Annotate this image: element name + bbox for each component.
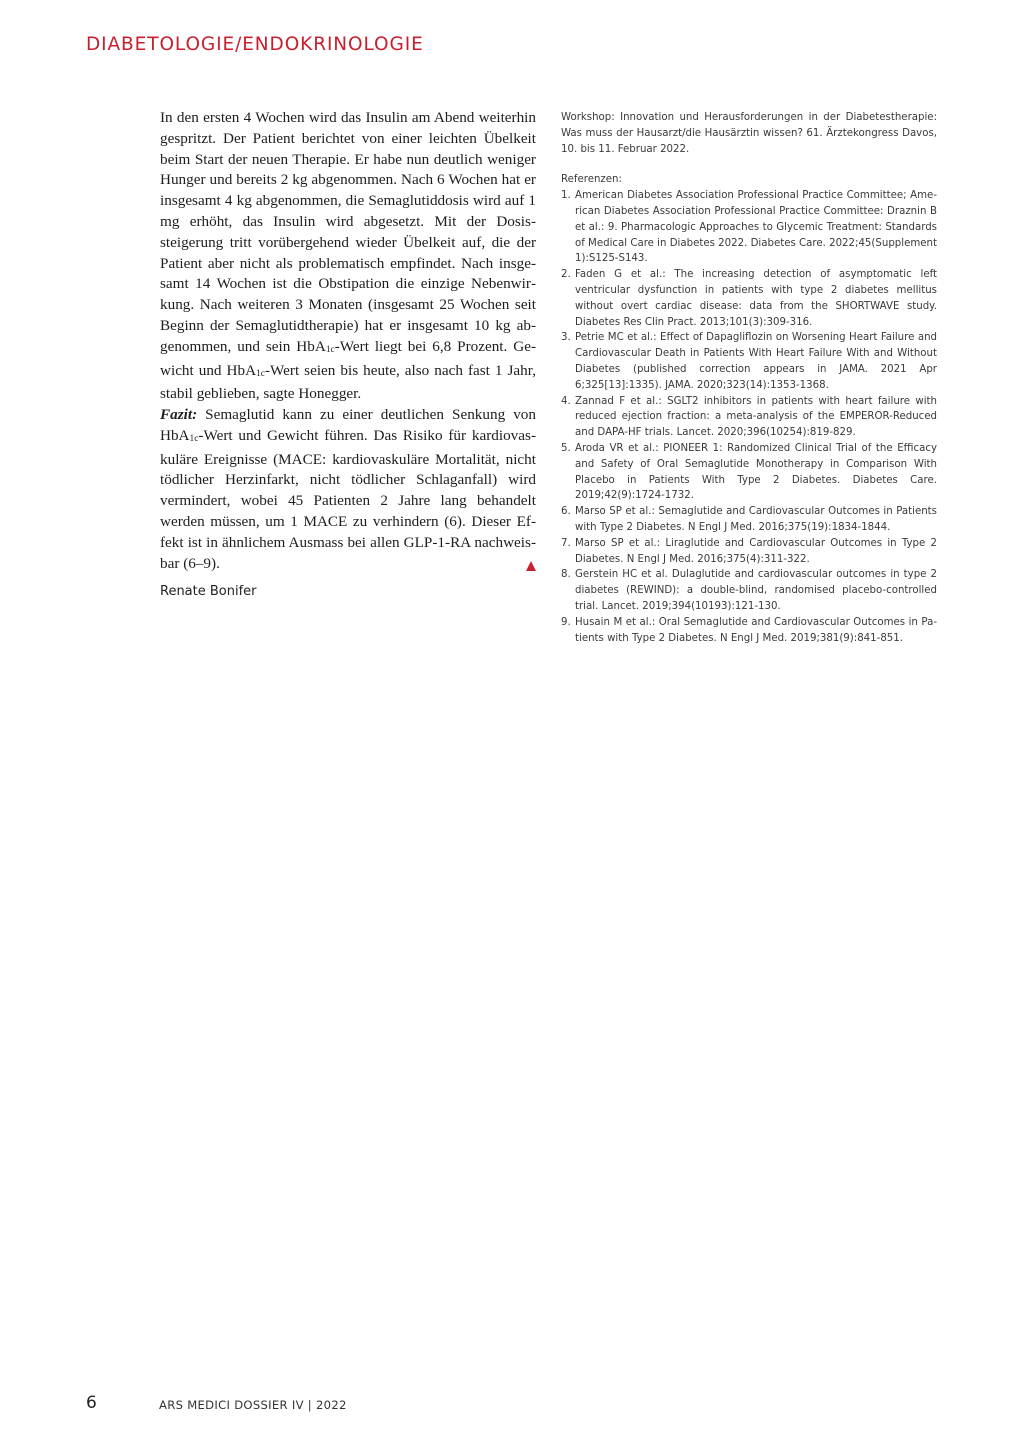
page-number: 6: [86, 1393, 97, 1413]
reference-text: Marso SP et al.: Liraglutide and Cardiovascular Outcomes in Type 2 Diabetes. N Engl J Med. 2016;375(4):311-322.: [575, 537, 937, 565]
reference-item: [561, 267, 937, 330]
article-body: [160, 108, 536, 574]
reference-item: [561, 615, 937, 647]
conclusion-label: Fazit:: [160, 406, 198, 424]
paragraph-text: In den ersten 4 Wochen wird das Insulin am Abend weiterhin gespritzt. Der Patient berichtet von einer leichten Übelkeit beim Start der neuen Therapie. Er habe nun deutlich weniger Hunger und bereits 2 kg abgenommen. Nach 6 Wochen hat er insgesamt 4 kg abgenommen, die Semaglutiddosis wird auf 1 mg erhöht, das Insulin wird abgesetzt. Mit der Dosissteigerung tritt vorübergehend wieder Übelkeit auf, die der Patient aber nicht als problematisch empfindet. Nach insgesamt 14 Wochen ist die Obstipation die einzige Nebenwirkung. Nach weiteren 3 Monaten (insgesamt 25 Wochen seit Beginn der Semaglutidtherapie) hat er insgesamt 10 kg abgenommen, und sein HbA: [160, 109, 536, 355]
reference-item: [561, 536, 937, 568]
workshop-note: Workshop: Innovation und Herausforderungen in der Diabetestherapie: Was muss der Hausarzt/die Hausärztin wissen? 61. Ärztekongress Davos, 10. bis 11. Februar 2022.: [561, 112, 937, 155]
reference-number: 8.: [561, 569, 571, 581]
reference-number: 7.: [561, 537, 571, 549]
paragraph-text: -Wert und Gewicht führen. Das Risiko für kardiovaskuläre Ereignisse (MACE: kardiovaskuläre Mortalität, nicht tödlicher Herzinfarkt, nicht tödlicher Schlaganfall) wird vermindert, wobei 45 Patienten 2 Jahre lang behandelt werden müssen, um 1 MACE zu verhindern (6). Dieser Effekt ist in ähnlichem Ausmass bei allen GLP-1-RA nachweisbar (6–9).: [160, 426, 536, 572]
reference-text: Aroda VR et al.: PIONEER 1: Randomized Clinical Trial of the Efficacy and Safety of Oral Semaglutide Monotherapy in Comparison With Placebo in Patients With Type 2 Diabetes. Diabetes Care. 2019;42(9):1724-1732.: [575, 442, 937, 502]
reference-text: Husain M et al.: Oral Semaglutide and Cardiovascular Outcomes in Patients with Type 2 Diabetes. N Engl J Med. 2019;381(9):841-851.: [575, 616, 937, 644]
reference-number: 9.: [561, 616, 571, 628]
reference-text: American Diabetes Association Professional Practice Committee; American Diabetes Association Professional Practice Committee: Draznin B et al.: 9. Pharmacologic Approaches to Glycemic Treatment: Standards of Medical Care in Diabetes 2022. Diabetes Care. 2022;45(Supplement 1):S125-S143.: [575, 190, 937, 265]
paragraph-text: Semaglutid kann zu einer deutlichen Senkung von HbA: [160, 406, 536, 444]
section-header: DIABETOLOGIE/ENDOKRINOLOGIE: [86, 34, 424, 55]
subscript: 1c: [189, 433, 199, 444]
reference-number: 5.: [561, 442, 571, 454]
sidebar-references: [561, 110, 937, 646]
reference-item: [561, 504, 937, 536]
reference-number: 2.: [561, 269, 571, 281]
reference-text: Zannad F et al.: SGLT2 inhibitors in patients with heart failure with reduced ejection fraction: a meta-analysis of the EMPEROR-Reduced and DAPA-HF trials. Lancet. 2020;396(10254):819-829.: [575, 395, 937, 439]
subscript: 1c: [325, 344, 335, 355]
reference-text: Gerstein HC et al. Dulaglutide and cardiovascular outcomes in type 2 diabetes (REWIND): a double-blind, randomised placebo-controlled trial. Lancet. 2019;394(10193):121-130.: [575, 569, 937, 612]
reference-text: Petrie MC et al.: Effect of Dapagliflozin on Worsening Heart Failure and Cardiovascular Death in Patients With Heart Failure With and Without Diabetes (published correction appears in JAMA. 2021 Apr 6;325[13]:1335). JAMA. 2020;323(14):1353-1368.: [575, 332, 937, 391]
author-name: Renate Bonifer: [160, 584, 257, 599]
reference-item: [561, 330, 937, 393]
article-paragraph: [160, 108, 536, 405]
reference-item: [561, 567, 937, 614]
journal-footer: ARS MEDICI DOSSIER IV | 2022: [159, 1398, 347, 1412]
references-heading: Referenzen:: [561, 174, 622, 186]
conclusion-paragraph: [160, 405, 536, 574]
reference-number: 1.: [561, 190, 571, 202]
reference-text: Marso SP et al.: Semaglutide and Cardiovascular Outcomes in Patients with Type 2 Diabetes. N Engl J Med. 2016;375(19):1834-1844.: [575, 506, 937, 533]
reference-item: [561, 188, 937, 267]
reference-text: Faden G et al.: The increasing detection of asymptomatic left ventricular dysfunction in patients with type 2 diabetes mellitus without overt cardiac disease: data from the SHORTWAVE study. Diabetes Res Clin Pract. 2013;101(3):309-316.: [575, 269, 937, 328]
paragraph-text: -Wert liegt bei 6,8 Prozent. Gewicht und HbA: [160, 337, 537, 379]
subscript: 1c: [256, 368, 265, 379]
reference-list: [561, 188, 937, 646]
paragraph-text: -Wert seien bis heute, also nach fast 1 Jahr, stabil geblieben, sagte Honegger.: [160, 361, 536, 403]
reference-number: 4.: [561, 395, 571, 407]
reference-item: [561, 441, 937, 504]
reference-number: 6.: [561, 506, 571, 518]
reference-item: [561, 394, 937, 441]
end-triangle-icon: [526, 561, 536, 571]
reference-number: 3.: [561, 332, 571, 344]
